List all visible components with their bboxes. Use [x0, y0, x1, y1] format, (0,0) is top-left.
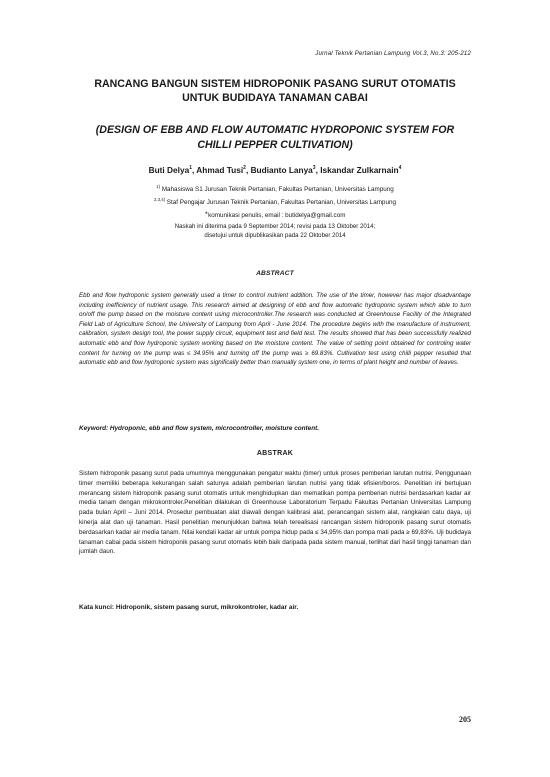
- affiliations: [79, 182, 471, 220]
- journal-header: Jurnal Teknik Pertanian Lampung Vol.3, No.3: 205-212: [315, 50, 471, 57]
- author-superscript: 4: [398, 165, 402, 172]
- author-name: Buti Delya: [148, 165, 190, 175]
- author-list: Buti Delya$^1$, Ahmad Tusi$^2$, Budianto Lanya$^3$, Iskandar Zulkarnain$^4$: [148, 165, 402, 175]
- corresponding-email-text: komunikasi penulis, email : butidelya@gmail.com: [208, 211, 346, 219]
- title-line-2: UNTUK BUDIDAYA TANAMAN CABAI: [182, 92, 368, 104]
- dates-line-1: Naskah ini diterima pada 9 September 2014; revisi pada 13 Oktober 2014;: [174, 223, 376, 230]
- keywords-indonesian: Kata kunci: Hidroponik, sistem pasang surut, mikrokontroler, kadar air.: [79, 604, 299, 611]
- affiliation-line: [79, 182, 471, 195]
- page-number: 205: [459, 715, 471, 724]
- title-line-1: RANCANG BANGUN SISTEM HIDROPONIK PASANG SURUT OTOMATIS: [94, 78, 456, 90]
- author-superscript: 2: [243, 165, 246, 172]
- author-name: Ahmad Tusi: [196, 165, 244, 175]
- author-superscript: 1: [189, 165, 192, 172]
- corresponding-mark: ∗: [204, 209, 209, 215]
- abstrak-text: Sistem hidroponik pasang surut pada umumnya menggunakan pengatur waktu (timer) untuk proses pemberian larutan nutrisi. Penggunaan timer memiliki beberapa kekurangan salah satunya adalah pemberian larutan nutrisi yang tidak efisien/boros. Penelitian ini bertujuan merancang sistem hidroponik pasang surut otomatis untuk menghidupkan dan mematikan pompa pemberian nutrisi berdasarkan kadar air media tanam dengan mikrokontroler.Penelitian dilakukan di Greenhouse Laboratorium Terpadu Fakultas Pertanian Universitas Lampung pada bulan April – Juni 2014. Prosedur pembuatan alat diawali dengan kalibrasi alat, perancangan sistem alat, rangkaian catu daya, uji kinerja alat dan uji tanaman. Hasil penelitian menunjukkan bahwa telah terealisasi rancangan sistem hidroponik pasang surut otomatis berdasarkan kadar air media tanam. Nilai kendali kadar air untuk pompa hidup pada ≤ 34,95% dan pompa mati pada ≥ 69,83%. Uji budidaya tanaman cabai pada sistem hidroponik pasang surut otomatis lebih baik daripada pada sistem manual, terlihat dari hasil tinggi tanaman dan jumlah daun.: [79, 470, 471, 556]
- affiliation-text: Staf Pengajar Jurusan Teknik Pertanian, Fakultas Pertanian, Universitas Lampung: [166, 198, 396, 206]
- keywords-english: Keyword: Hydroponic, ebb and flow system, microcontroller, moisture content.: [79, 425, 320, 432]
- dates-line-2: disetujui untuk dipublikasikan pada 22 Oktober 2014: [204, 232, 346, 240]
- affiliation-superscript: 2,3,4): [154, 196, 166, 202]
- english-title-line-2: CHILLI PEPPER CULTIVATION): [197, 139, 353, 151]
- corresponding-email-line: [79, 208, 471, 221]
- author-name: Iskandar Zulkarnain: [320, 165, 399, 175]
- affiliation-line: [79, 195, 471, 208]
- paper-title: [79, 77, 471, 105]
- affiliation-superscript: 1): [156, 184, 161, 189]
- abstract-text: Ebb and flow hydroponic system generally used a timer to control nutrient addition. The use of the timer, however has major disadvantage including inefficiency of nutrient usage. This research aimed at designing of ebb and flow automatic hydroponic system which able to turn on/off the pump based on the moisture content using microcontroller.The research was conducted at Greenhouse Facility of the Integrated Field Lab of Agriculture School, the University of Lampung from April - June 2014. The procedure begins with the manufacture of instrument, calibration, system design tool, the power supply circuit, equipment test and field test. The results showed that has been successfully realized automatic ebb and flow hydroponic system working based on the moisture content. The value of setting point obtained for controling water content for turning on the pump was ≤ 34.95% and turning off the pump was ≥ 69.83%. Cultivation test using chilli pepper resulted that automatic ebb and flow hydroponic system was significally better than manually system one, in terms of plant height and number of leaves.: [79, 292, 471, 367]
- author-superscript: 3: [312, 165, 316, 172]
- abstrak-heading: ABSTRAK: [256, 450, 294, 457]
- manuscript-dates: [79, 222, 471, 241]
- author-name: Budianto Lanya: [250, 165, 313, 175]
- abstract-heading: ABSTRACT: [256, 270, 294, 277]
- english-title: [79, 123, 471, 153]
- affiliation-text: Mahasiswa S1 Jurusan Teknik Pertanian, Fakultas Pertanian, Universitas Lampung: [161, 186, 394, 194]
- english-title-line-1: (DESIGN OF EBB AND FLOW AUTOMATIC HYDROPONIC SYSTEM FOR: [95, 124, 455, 136]
